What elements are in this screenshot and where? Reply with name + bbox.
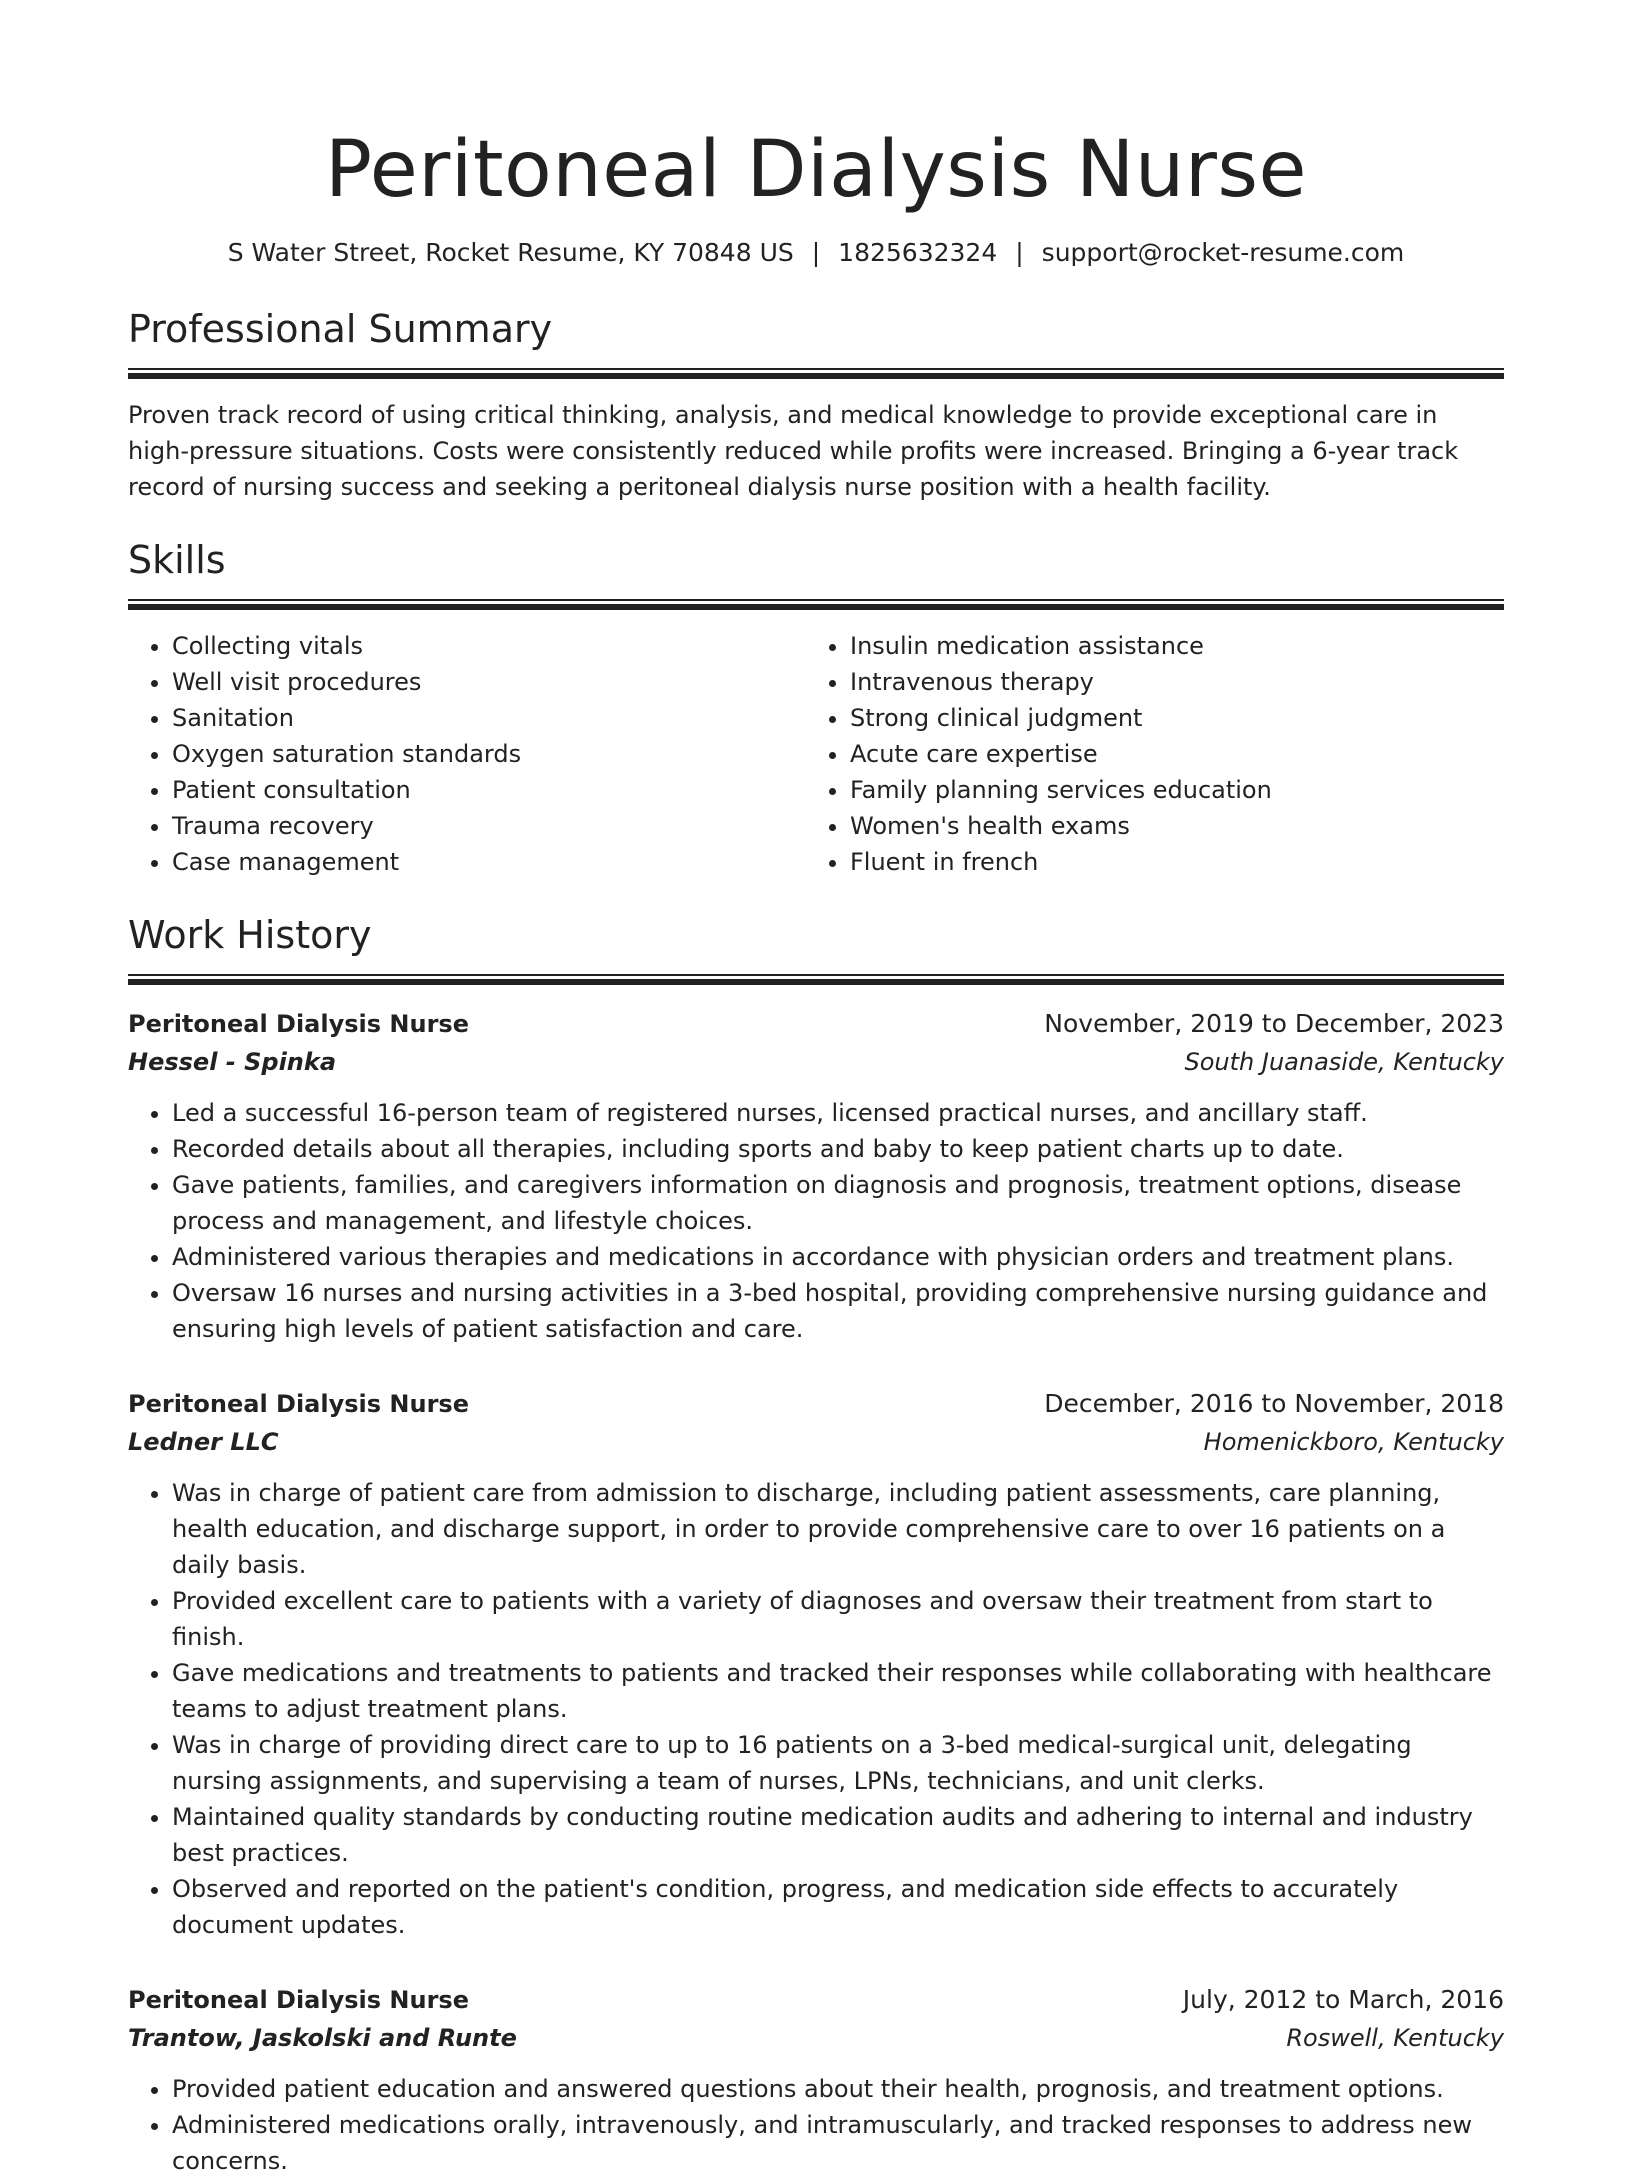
job-bullet: • Administered medications orally, intravenously, and intramuscularly, and tracked responses to address new concerns. (172, 2107, 1504, 2179)
resume-name: Peritoneal Dialysis Nurse (324, 125, 1308, 215)
job-header-row (128, 1005, 1504, 1043)
job-bullets (128, 2071, 1504, 2179)
job-dates: November, 2019 to December, 2023 (1044, 1009, 1504, 1038)
contact-address: S Water Street, Rocket Resume, KY 70848 US (227, 238, 794, 267)
job-bullet: • Led a successful 16-person team of registered nurses, licensed practical nurses, and ancillary staff. (172, 1095, 1504, 1131)
contact-separator: | (1015, 238, 1024, 267)
job-bullet: • Was in charge of providing direct care to up to 16 patients on a 3-bed medical-surgical unit, delegating nursing assignments, and supervising a team of nurses, LPNs, technicians, and unit clerks. (172, 1727, 1504, 1799)
summary-text: Proven track record of using critical thinking, analysis, and medical knowledge to provide exceptional care in high-pressure situations. Costs were consistently reduced while profits were increased. Bringing a 6-year track record of nursing success and seeking a peritoneal dialysis nurse position with a health facility. (128, 401, 1459, 501)
section-title: Skills (128, 538, 226, 582)
skill-item: • Sanitation (172, 700, 806, 736)
job-company: Hessel - Spinka (128, 1048, 337, 1076)
job-bullet: • Gave patients, families, and caregivers information on diagnosis and prognosis, treatment options, disease process and management, and lifestyle choices. (172, 1167, 1504, 1239)
skills-section (128, 535, 1504, 880)
skill-item: • Trauma recovery (172, 808, 806, 844)
skill-item: • Family planning services education (850, 772, 1484, 808)
job-dates: July, 2012 to March, 2016 (1182, 1985, 1504, 2014)
job-company: Ledner LLC (128, 1428, 279, 1456)
job-subheader-row (128, 2019, 1504, 2057)
skill-item: • Patient consultation (172, 772, 806, 808)
job-dates: December, 2016 to November, 2018 (1044, 1389, 1504, 1418)
contact-phone: 1825632324 (838, 238, 998, 267)
job-bullet: • Recorded details about all therapies, including sports and baby to keep patient charts up to date. (172, 1131, 1504, 1167)
professional-summary-section (128, 304, 1504, 505)
skills-columns (128, 628, 1504, 880)
skill-item: • Well visit procedures (172, 664, 806, 700)
job-title: Peritoneal Dialysis Nurse (128, 1986, 469, 2014)
skill-item: • Case management (172, 844, 806, 880)
work-history-section (128, 910, 1504, 2179)
job-subheader-row (128, 1423, 1504, 1461)
job-bullet: • Maintained quality standards by conducting routine medication audits and adhering to internal and industry best practices. (172, 1799, 1504, 1871)
skill-item: • Collecting vitals (172, 628, 806, 664)
section-divider (128, 599, 1504, 610)
skill-item: • Insulin medication assistance (850, 628, 1484, 664)
skills-list-right (806, 628, 1484, 880)
section-divider (128, 368, 1504, 379)
skill-item: • Acute care expertise (850, 736, 1484, 772)
job-location: South Juanaside, Kentucky (1184, 1048, 1504, 1076)
job-bullets (128, 1095, 1504, 1347)
job-title: Peritoneal Dialysis Nurse (128, 1390, 469, 1418)
contact-line (128, 236, 1504, 270)
job-bullet: • Oversaw 16 nurses and nursing activities in a 3-bed hospital, providing comprehensive nursing guidance and ensuring high levels of patient satisfaction and care. (172, 1275, 1504, 1347)
job-subheader-row (128, 1043, 1504, 1081)
skill-item: • Fluent in french (850, 844, 1484, 880)
job-bullet: • Was in charge of patient care from admission to discharge, including patient assessments, care planning, health education, and discharge support, in order to provide comprehensive care to over 16 patients on a daily basis. (172, 1475, 1504, 1583)
job-bullet: • Provided excellent care to patients with a variety of diagnoses and oversaw their treatment from start to finish. (172, 1583, 1504, 1655)
skill-item: • Oxygen saturation standards (172, 736, 806, 772)
section-title: Professional Summary (128, 307, 553, 351)
skills-list-left (128, 628, 806, 880)
skill-item: • Intravenous therapy (850, 664, 1484, 700)
job-company: Trantow, Jaskolski and Runte (128, 2024, 517, 2052)
job-bullet: • Administered various therapies and medications in accordance with physician orders and treatment plans. (172, 1239, 1504, 1275)
job-title: Peritoneal Dialysis Nurse (128, 1010, 469, 1038)
job-bullet: • Observed and reported on the patient's condition, progress, and medication side effects to accurately document updates. (172, 1871, 1504, 1943)
job-bullets (128, 1475, 1504, 1943)
resume-page (128, 0, 1504, 2179)
skill-item: • Strong clinical judgment (850, 700, 1484, 736)
job-entry (128, 1981, 1504, 2179)
job-header-row (128, 1981, 1504, 2019)
job-bullet: • Provided patient education and answered questions about their health, prognosis, and treatment options. (172, 2071, 1504, 2107)
job-entry (128, 1005, 1504, 1347)
section-title: Work History (128, 913, 372, 957)
job-header-row (128, 1385, 1504, 1423)
section-divider (128, 974, 1504, 985)
job-bullet: • Gave medications and treatments to patients and tracked their responses while collaborating with healthcare teams to adjust treatment plans. (172, 1655, 1504, 1727)
contact-separator: | (811, 238, 821, 267)
job-location: Homenickboro, Kentucky (1203, 1428, 1504, 1456)
contact-email: support@rocket-resume.com (1041, 238, 1405, 267)
job-entry (128, 1385, 1504, 1943)
skill-item: • Women's health exams (850, 808, 1484, 844)
job-location: Roswell, Kentucky (1286, 2024, 1504, 2052)
